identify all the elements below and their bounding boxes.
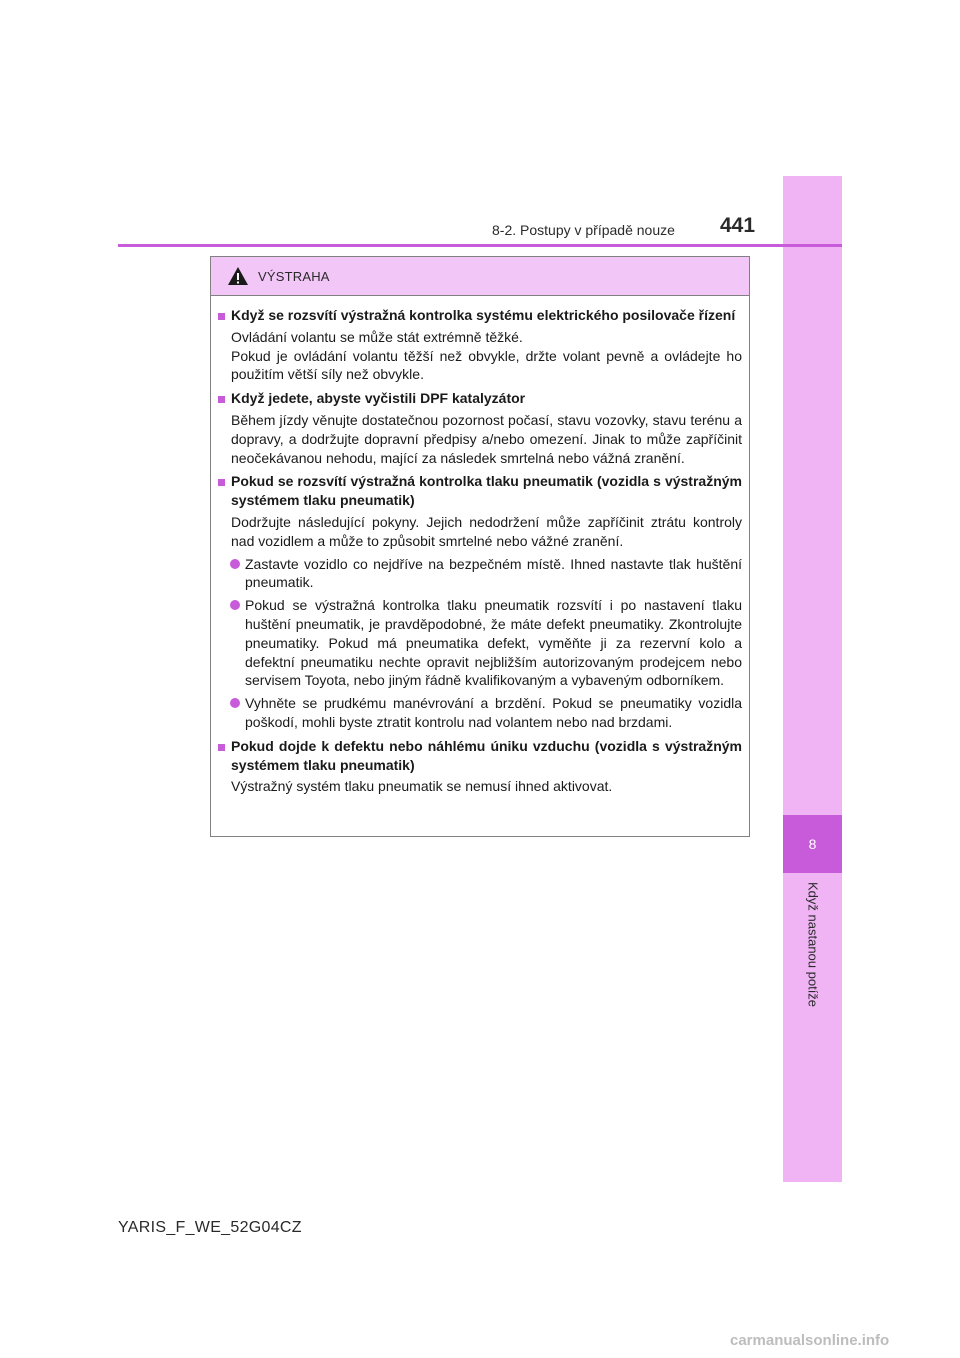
warning-item — [218, 737, 742, 796]
chapter-title: Když nastanou potíže — [805, 882, 820, 1008]
warning-item — [218, 389, 742, 467]
chapter-number: 8 — [783, 815, 842, 873]
warning-item-title: Pokud se rozsvítí výstražná kontrolka tlaku pneumatik (vozidla s výstražným systémem tlaku pneumatik) — [231, 473, 742, 509]
warning-item-paragraph: Pokud je ovládání volantu těžší než obvykle, držte volant pevně a ovládejte ho použitím větší síly než obvykle. — [231, 347, 742, 383]
header-rule — [118, 244, 842, 247]
warning-header — [211, 257, 749, 296]
chapter-side-tab — [783, 176, 842, 1182]
square-bullet-icon — [218, 389, 228, 467]
square-bullet-icon — [218, 472, 228, 731]
warning-triangle-icon — [227, 266, 249, 286]
warning-item-content — [231, 472, 742, 731]
warning-item — [218, 306, 742, 384]
bullet-text: Zastavte vozidlo co nejdříve na bezpečném místě. Ihned nastavte tlak huštění pneumatik. — [245, 555, 742, 591]
page-number: 441 — [720, 214, 756, 237]
watermark: carmanualsonline.info — [730, 1332, 890, 1349]
warning-item-paragraph: Během jízdy věnujte dostatečnou pozornost počasí, stavu vozovky, stavu terénu a dopravy, a dodržujte dopravní předpisy a/nebo omezení. Jinak to může zapříčinit neočekávanou nehodu, mající za následek smrtelná nebo vážná zranění. — [231, 411, 742, 466]
warning-item-title: Pokud dojde k defektu nebo náhlému úniku vzduchu (vozidla s výstražným systémem tlaku pneumatik) — [231, 737, 742, 773]
round-bullet-icon — [231, 596, 245, 690]
warning-item-paragraph: Ovládání volantu se může stát extrémně těžké. — [231, 328, 523, 345]
warning-body — [211, 296, 749, 796]
warning-box — [210, 256, 750, 837]
warning-item-title: Když jedete, abyste vyčistili DPF katalyzátor — [231, 390, 526, 407]
warning-item-content — [231, 737, 742, 796]
document-code: YARIS_F_WE_52G04CZ — [118, 1219, 302, 1236]
warning-item-paragraph: Výstražný systém tlaku pneumatik se nemusí ihned aktivovat. — [231, 778, 613, 795]
bullet-item — [231, 596, 742, 690]
bullet-text: Pokud se výstražná kontrolka tlaku pneumatik rozsvítí i po nastavení tlaku huštění pneumatik, je pravděpodobné, že máte defekt pneumatiky. Zkontrolujte pneumatiky. Pokud má pneumatika defekt, vyměňte ji za rezervní kolo a defektní pneumatiku nechte opravit nejbližším autorizovaným prodejcem nebo servisem Toyota, nebo jiným řádně kvalifikovaným a vybaveným odborníkem. — [245, 597, 742, 689]
square-bullet-icon — [218, 737, 228, 796]
bullet-item — [231, 694, 742, 732]
warning-item-content — [231, 306, 742, 384]
warning-item — [218, 472, 742, 731]
warning-item-title: Když se rozsvítí výstražná kontrolka systému elektrického posilovače řízení — [231, 307, 736, 323]
warning-label: VÝSTRAHA — [258, 268, 330, 284]
round-bullet-icon — [231, 555, 245, 593]
bullet-item — [231, 555, 742, 593]
square-bullet-icon — [218, 306, 228, 384]
section-name: 8-2. Postupy v případě nouze — [492, 222, 675, 238]
warning-item-paragraph: Dodržujte následující pokyny. Jejich nedodržení může zapříčinit ztrátu kontroly nad vozidlem a může to způsobit smrtelné nebo vážné zranění. — [231, 513, 742, 549]
bullet-text: Vyhněte se prudkému manévrování a brzdění. Pokud se pneumatiky vozidla poškodí, mohli byste ztratit kontrolu nad volantem nebo nad brzdami. — [245, 695, 742, 730]
warning-item-content — [231, 389, 742, 467]
chapter-title-vertical — [783, 882, 842, 1142]
round-bullet-icon — [231, 694, 245, 732]
